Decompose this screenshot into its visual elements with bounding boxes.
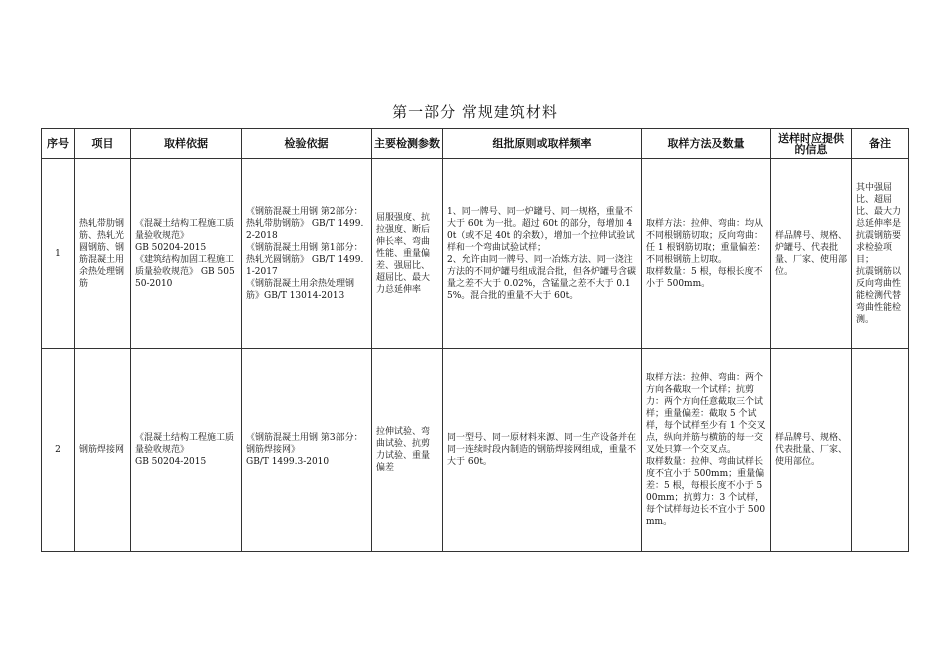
row-method: 取样方法：拉伸、弯曲：均从不同根钢筋切取；反向弯曲：任 1 根钢筋切取；重量偏差：不同根钢筋上切取。 取样数量：5 根，每根长度不小于 500mm。 — [642, 159, 771, 349]
row-remarks: 其中强屈比、超屈比、最大力总延伸率是抗震钢筋要求检验项目； 抗震钢筋以反向弯曲性能检测代替弯曲性能检测。 — [852, 159, 909, 349]
header-test-basis: 检验依据 — [242, 129, 372, 159]
header-batch-rule: 组批原则或取样频率 — [443, 129, 642, 159]
header-row — [42, 129, 909, 159]
header-item: 项目 — [75, 129, 131, 159]
row-item: 热轧带肋钢筋、热轧光圆钢筋、钢筋混凝土用余热处理钢筋 — [75, 159, 131, 349]
row-info: 样品牌号、规格、代表批量、厂家、使用部位。 — [771, 349, 852, 552]
header-parameters: 主要检测参数 — [372, 129, 443, 159]
table-row — [42, 159, 909, 349]
row-batch-rule: 同一型号、同一原材料来源、同一生产设备并在同一连续时段内制造的钢筋焊接网组成，重量不大于 60t。 — [443, 349, 642, 552]
row-sampling-basis: 《混凝土结构工程施工质量验收规范》 GB 50204-2015 — [131, 349, 242, 552]
row-remarks — [852, 349, 909, 552]
row-no: 1 — [42, 159, 75, 349]
table-row — [42, 349, 909, 552]
row-parameters: 屈服强度、抗拉强度、断后伸长率、弯曲性能、重量偏差、强屈比、超屈比、最大力总延伸率 — [372, 159, 443, 349]
row-no: 2 — [42, 349, 75, 552]
row-item: 钢筋焊接网 — [75, 349, 131, 552]
page-title: 第一部分 常规建筑材料 — [392, 103, 558, 121]
header-no: 序号 — [42, 129, 75, 159]
header-info: 送样时应提供的信息 — [771, 129, 852, 159]
row-info: 样品牌号、规格、炉罐号、代表批量、厂家、使用部位。 — [771, 159, 852, 349]
row-sampling-basis: 《混凝土结构工程施工质量验收规范》 GB 50204-2015 《建筑结构加固工程施工质量验收规范》 GB 50550-2010 — [131, 159, 242, 349]
header-remarks: 备注 — [852, 129, 909, 159]
row-batch-rule: 1、同一牌号、同一炉罐号、同一规格，重量不大于 60t 为一批。超过 60t 的部分，每增加 40t（或不足 40t 的余数），增加一个拉伸试验试样和一个弯曲试验试样； 2、允许由同一牌号、同一冶炼方法、同一浇注方法的不同炉罐号组成混合批，但各炉罐号含碳量之差不大于 0.02%，含锰量之差不大于 0.15%。混合批的重量不大于 60t。 — [443, 159, 642, 349]
materials-table — [41, 128, 909, 552]
row-method: 取样方法：拉伸、弯曲：两个方向各截取一个试样；抗剪力：两个方向任意截取三个试样；重量偏差：截取 5 个试样，每个试样至少有 1 个交叉点，纵向并筋与横筋的每一交叉处只算一个交叉点。 取样数量：拉伸、弯曲试样长度不宜小于 500mm；重量偏差：5 根，每根长度不小于 500mm；抗剪力：3 个试样，每个试样每边长不宜小于 500mm。 — [642, 349, 771, 552]
row-test-basis: 《钢筋混凝土用钢 第2部分：热轧带肋钢筋》 GB/T 1499.2-2018 《钢筋混凝土用钢 第1部分：热轧光圆钢筋》 GB/T 1499.1-2017 《钢筋混凝土用余热处理钢筋》GB/T 13014-2013 — [242, 159, 372, 349]
header-sampling-basis: 取样依据 — [131, 129, 242, 159]
header-method: 取样方法及数量 — [642, 129, 771, 159]
row-parameters: 拉伸试验、弯曲试验、抗剪力试验、重量偏差 — [372, 349, 443, 552]
row-test-basis: 《钢筋混凝土用钢 第3部分：钢筋焊接网》 GB/T 1499.3-2010 — [242, 349, 372, 552]
